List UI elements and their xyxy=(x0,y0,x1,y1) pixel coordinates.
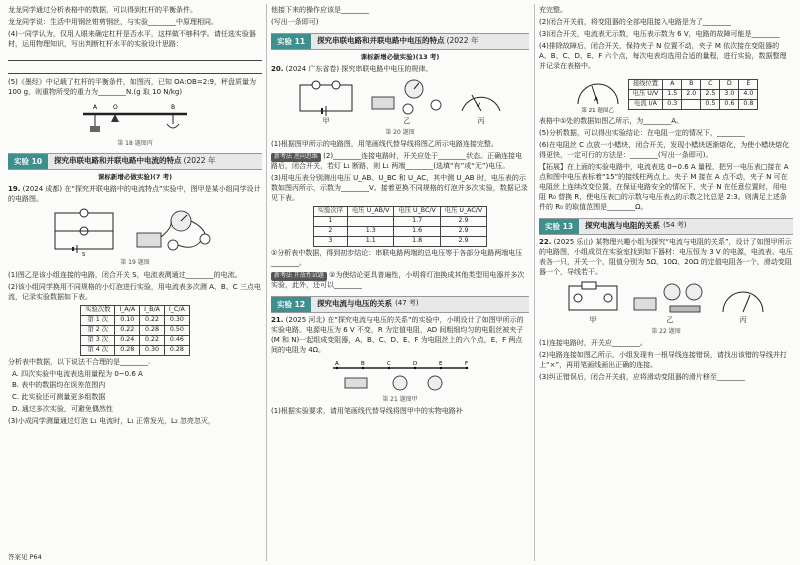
circuit-diagram xyxy=(564,280,622,316)
figure-label: 甲 xyxy=(322,117,330,126)
sub-question: 分析表中数据，以下说法不合理的是________. xyxy=(8,357,151,366)
question-number: 22. xyxy=(539,237,552,246)
section-count: (54 考) xyxy=(663,221,687,230)
table-row: 电压 U/V 1.5 2.0 2.5 3.0 4.0 xyxy=(628,90,758,100)
section-tag: 实验 13 xyxy=(539,219,579,234)
bulb xyxy=(200,234,210,244)
figure-22 xyxy=(539,280,793,326)
text-line: 表格中①处的数据如图乙所示，为________A。 xyxy=(539,117,684,126)
label-b: B xyxy=(171,103,176,111)
table-row: 3 1.1 1.8 2.9 xyxy=(313,237,486,247)
answer-line xyxy=(8,65,262,74)
text-line: (5)《墨经》中记载了杠杆的平衡条件，如图丙，已知 OA:OB=2:9，秤盘质量为100 g，则重物所受的重力为________N.(g 取 10 N/kg) xyxy=(8,77,256,96)
data-table: 实验次序 电压 U_AB/V 电压 U_BC/V 电压 U_AC/V 1 1.7 2.9 2 1.3 1.6 2.9 3 1.1 1.8 2.9 xyxy=(313,206,487,247)
section-header-exp12 xyxy=(271,296,529,313)
figure-caption: 第 20 题图 xyxy=(385,128,415,136)
wire-point-label: A xyxy=(335,360,339,367)
wire-point-dot xyxy=(388,366,390,368)
sub-question: (1)图乙是该小组连接的电路，闭合开关 S，电流表测通过________的电流。 xyxy=(8,270,242,279)
text-line: (5)分析数据，可以得出实验结论：在电阻一定的情况下，________ xyxy=(539,129,745,138)
figure-label: 丙 xyxy=(477,117,485,126)
ammeter-dial xyxy=(718,280,768,316)
sub-question: (3)用电压表分别测出电压 U_AB、U_BC 和 U_AC，其中测 U_AB 时，电压表的示数如图丙所示，示数为________V。接着更换不同规格的灯泡并多次实验，数据记录见下表。 xyxy=(271,174,528,203)
figure-label: 乙 xyxy=(403,117,411,126)
option: C. 此实验还可测量更多组数据 xyxy=(12,393,106,402)
section-tag: 实验 10 xyxy=(8,154,48,169)
switch-label: S xyxy=(82,252,86,258)
figure-caption: 第 22 题图 xyxy=(651,327,681,335)
bulb xyxy=(168,240,178,250)
section-header-exp10 xyxy=(8,153,262,170)
figure-20 xyxy=(271,77,529,127)
text-line: (3)闭合开关，电流表无示数，电压表示数为 6 V，电路的故障可能是________ xyxy=(539,29,780,38)
wire-point-label: B xyxy=(361,360,365,367)
section-tag: 实验 11 xyxy=(271,34,311,49)
column-middle xyxy=(271,6,529,419)
section-count: (47 考) xyxy=(395,299,419,308)
wire-point-label: E xyxy=(439,360,443,367)
table-row: 2 1.3 1.6 2.9 xyxy=(313,227,486,237)
sub-question: (2)________连接电路时，开关应处于________状态。正确连接电路后，闭合开关，若灯 L₁ 断路，则 L₁ 两端________(选填“有”或“无”)电压。 xyxy=(271,152,523,171)
answer-line xyxy=(8,52,262,61)
figure-21 xyxy=(271,358,529,394)
sub-question: (2)电路连接如图乙所示，小组发现有一根导线连接错误，请找出该错的导线并打上“×”，再用笔画线画出正确的连接。 xyxy=(539,351,787,369)
figure-18 xyxy=(8,100,262,138)
text-line: (4)排除故障后，闭合开关，保持夹子 N 位置不动，夹子 M 依次接在变阻器的 A、B、C、D、E、F 六个点，每次电表均选用合适的量程，进行实验，数据整理并记录在表格中。 xyxy=(539,41,787,70)
table-row: 第 1 次 0.10 0.22 0.30 xyxy=(81,315,190,325)
wire-point-dot xyxy=(440,366,442,368)
wire-point-dot xyxy=(362,366,364,368)
circuit-photo xyxy=(630,280,710,316)
figure-label: 丙 xyxy=(739,315,747,324)
svg-text:V: V xyxy=(476,102,481,110)
text-line: (2)闭合开关前，将变阻器的全部电阻接入电路是为了________ xyxy=(539,17,731,26)
section-year: (2022 年 xyxy=(446,36,479,46)
wire-point-label: C xyxy=(387,360,391,367)
text-line: (4)一同学认为，仅用人眼来确定杠杆是否水平，这样做不够科学。请任选实验器材，运用物理知识，写出判断杠杆水平的实验设计思路： xyxy=(8,29,256,48)
option: A. 四次实验中电流表选用量程为 0~0.6 A xyxy=(12,369,143,378)
voltmeter-dial xyxy=(456,77,506,117)
section-title: 探究串联电路和并联电路中电压的特点 xyxy=(317,36,445,46)
question-stem: (2025 乐山) 某物理兴趣小组为探究“电流与电阻的关系”，设计了如图甲所示的电路图，小组成员在实验室找到如下器材：电压恒为 3 V 的电源，电流表、电压表各一只，开关一个，阻值分别为 5Ω、10Ω、20Ω 的定值电阻各一个，滑动变阻器一个，导线若干。 xyxy=(539,237,793,276)
table-row: 第 2 次 0.22 0.28 0.50 xyxy=(81,325,190,335)
page-footer: 答案见 P64 xyxy=(8,552,42,561)
badge: 新考法 开放性试题 xyxy=(271,272,327,281)
sub-question: (1)根据图甲所示的电路图，用笔画线代替导线将图乙所示电路连接完整。 xyxy=(271,140,498,149)
wire-point-label: D xyxy=(413,360,418,367)
question-number: 20. xyxy=(271,65,284,74)
sub-question: (1)连接电路时，开关应________。 xyxy=(539,339,647,348)
label-o: O xyxy=(113,103,118,111)
label-a: A xyxy=(93,103,98,111)
question-stem: (2024 成都) 在“探究并联电路中的电流特点”实验中，图甲是某小组同学设计的电路图。 xyxy=(8,185,261,204)
text-line: (写出一条即可) xyxy=(271,17,319,26)
question-number: 19. xyxy=(8,185,21,194)
text-line: 充完整。 xyxy=(539,6,567,14)
wire-point-dot xyxy=(336,366,338,368)
sub-question: (2)该小组同学换用不同规格的小灯泡进行实验，用电流表多次测 A、B、C 三点电流，记录实验数据如下表。 xyxy=(8,282,261,301)
question-stem: (2024 广东省卷) 探究串联电路中电压的规律。 xyxy=(285,65,433,74)
option: B. 表中的数据均在误差范围内 xyxy=(12,381,106,390)
resistance-wire-setup xyxy=(325,358,475,394)
column-left xyxy=(8,6,262,429)
weight xyxy=(90,126,100,132)
circuit-photo xyxy=(133,207,221,257)
sub-question: ①分析表中数据，得到初步结论：串联电路两端的总电压等于各部分电路两端电压________。 xyxy=(271,249,523,268)
battery-box xyxy=(137,233,161,247)
data-table: 接线位置 A B C D E 电压 U/V 1.5 2.0 2.5 3.0 4.0 电流 I/A 0.3 0.5 0.6 0.8 xyxy=(628,79,759,110)
figure-label: 乙 xyxy=(666,315,674,324)
wire-point-label: F xyxy=(465,360,469,367)
sub-question: (1)根据实验要求，请用笔画线代替导线将图甲中的实物电路补 xyxy=(271,407,463,416)
figure-caption: 第 18 题图丙 xyxy=(117,139,153,147)
section-subtitle: 课标新增必做实验)(13 考) xyxy=(360,52,440,61)
circuit-diagram xyxy=(294,77,358,117)
section-header-exp13 xyxy=(539,218,793,235)
wire-point-dot xyxy=(466,366,468,368)
table-row: 第 3 次 0.24 0.22 0.46 xyxy=(81,335,190,345)
section-subtitle: 课标新增必做实验)(7 考) xyxy=(97,173,173,182)
table-row: 1 1.7 2.9 xyxy=(313,217,486,227)
text-line: 他接下来的操作应该是________ xyxy=(271,6,369,14)
section-title: 探究电流与电压的关系 xyxy=(317,299,393,309)
column-right xyxy=(539,6,793,385)
ammeter-dial xyxy=(574,74,622,108)
table-row: 第 4 次 0.28 0.30 0.28 xyxy=(81,345,190,355)
figure-caption: 第 21 题图甲 xyxy=(382,395,418,403)
section-tag: 实验 12 xyxy=(271,297,311,312)
text-line: 龙龙同学通过分析表格中的数据，可以得到杠杆的平衡条件。 xyxy=(8,6,197,14)
circuit-diagram xyxy=(49,207,119,257)
pan xyxy=(167,124,179,128)
question-stem: (2025 河北) 在“探究电流与电压的关系”的实验中，小明设计了如图甲所示的实验电路。电源电压为 6 V 不变，R 为定值电阻，AD 间粗细均匀的电阻丝被夹子(M 和 N)一起组成变阻器，A、B、C、D、E、F 为电阻丝上的六个点，E、F 两点间的电阻为 4Ω。 xyxy=(271,315,524,354)
data-table: 实验次数 I_A/A I_B/A I_C/A 第 1 次 0.10 0.22 0.30 第 2 次 0.22 0.28 0.50 第 3 次 0.24 0.22 0.46 第 4 次 0.28 0.30 0.28 xyxy=(80,305,190,356)
question-number: 21. xyxy=(271,315,284,324)
sub-question: (3)小成同学测量通过灯泡 L₁ 电流时，L₁ 正常发光，L₂ 忽亮忽灭， xyxy=(8,417,215,426)
figure-19 xyxy=(8,207,262,257)
circuit-photo xyxy=(368,77,446,117)
section-title: 探究串联电路和并联电路中电流的特点 xyxy=(54,156,182,166)
sub-question: (3)纠正错误后，闭合开关前，应将滑动变阻器的滑片移至________ xyxy=(539,372,745,381)
section-title: 探究电流与电阻的关系 xyxy=(585,221,661,231)
sub-question: ②为使结论更具普遍性，小明将灯泡换成其他类型用电器并多次实验，此外，还可以________ xyxy=(271,270,525,289)
figure-caption: 第 21 题图乙 xyxy=(581,107,614,114)
figure-label: 甲 xyxy=(589,315,597,324)
table-row: 电流 I/A 0.3 0.5 0.6 0.8 xyxy=(628,100,758,110)
lamp-l1 xyxy=(80,209,88,217)
badge: 新考法 逆向思维 xyxy=(271,153,321,162)
lever-diagram xyxy=(75,100,195,138)
option: D. 通过多次实验，可避免偶然性 xyxy=(12,405,113,414)
svg-text:A: A xyxy=(593,95,598,103)
figure-caption: 第 19 题图 xyxy=(120,259,150,267)
text-line: (6)在电阻丝 C 点放一小蜡块，闭合开关，发现小蜡块逐渐熔化，为使小蜡块熔化得更快，一定可行的方法是：________(写出一条即可)。 xyxy=(539,141,790,160)
section-header-exp11 xyxy=(271,33,529,50)
wire-point-dot xyxy=(414,366,416,368)
text-line: 【拓展】在上面的实验电路中，电流表选 0~0.6 A 量程，把另一电压表□接在 A 点和图中电压表标着“15”的接线柱两点上。夹子 M 接在 A 点不动，夹子 N 可在电阻丝上连续改变位置，在保证电路安全的情况下，夹子 N 在任意位置时，用电阻 R₀ 替换 R，使电压表□的示数与电压表△的示数之比总是 2:3。则满足上述条件的 R₀ 的取值范围是________Ω。 xyxy=(539,163,789,211)
section-year: (2022 年 xyxy=(183,156,216,166)
text-line: 龙龙同学说：生活中用钢丝钳剪钢丝，与实验________中原理相同。 xyxy=(8,17,218,26)
